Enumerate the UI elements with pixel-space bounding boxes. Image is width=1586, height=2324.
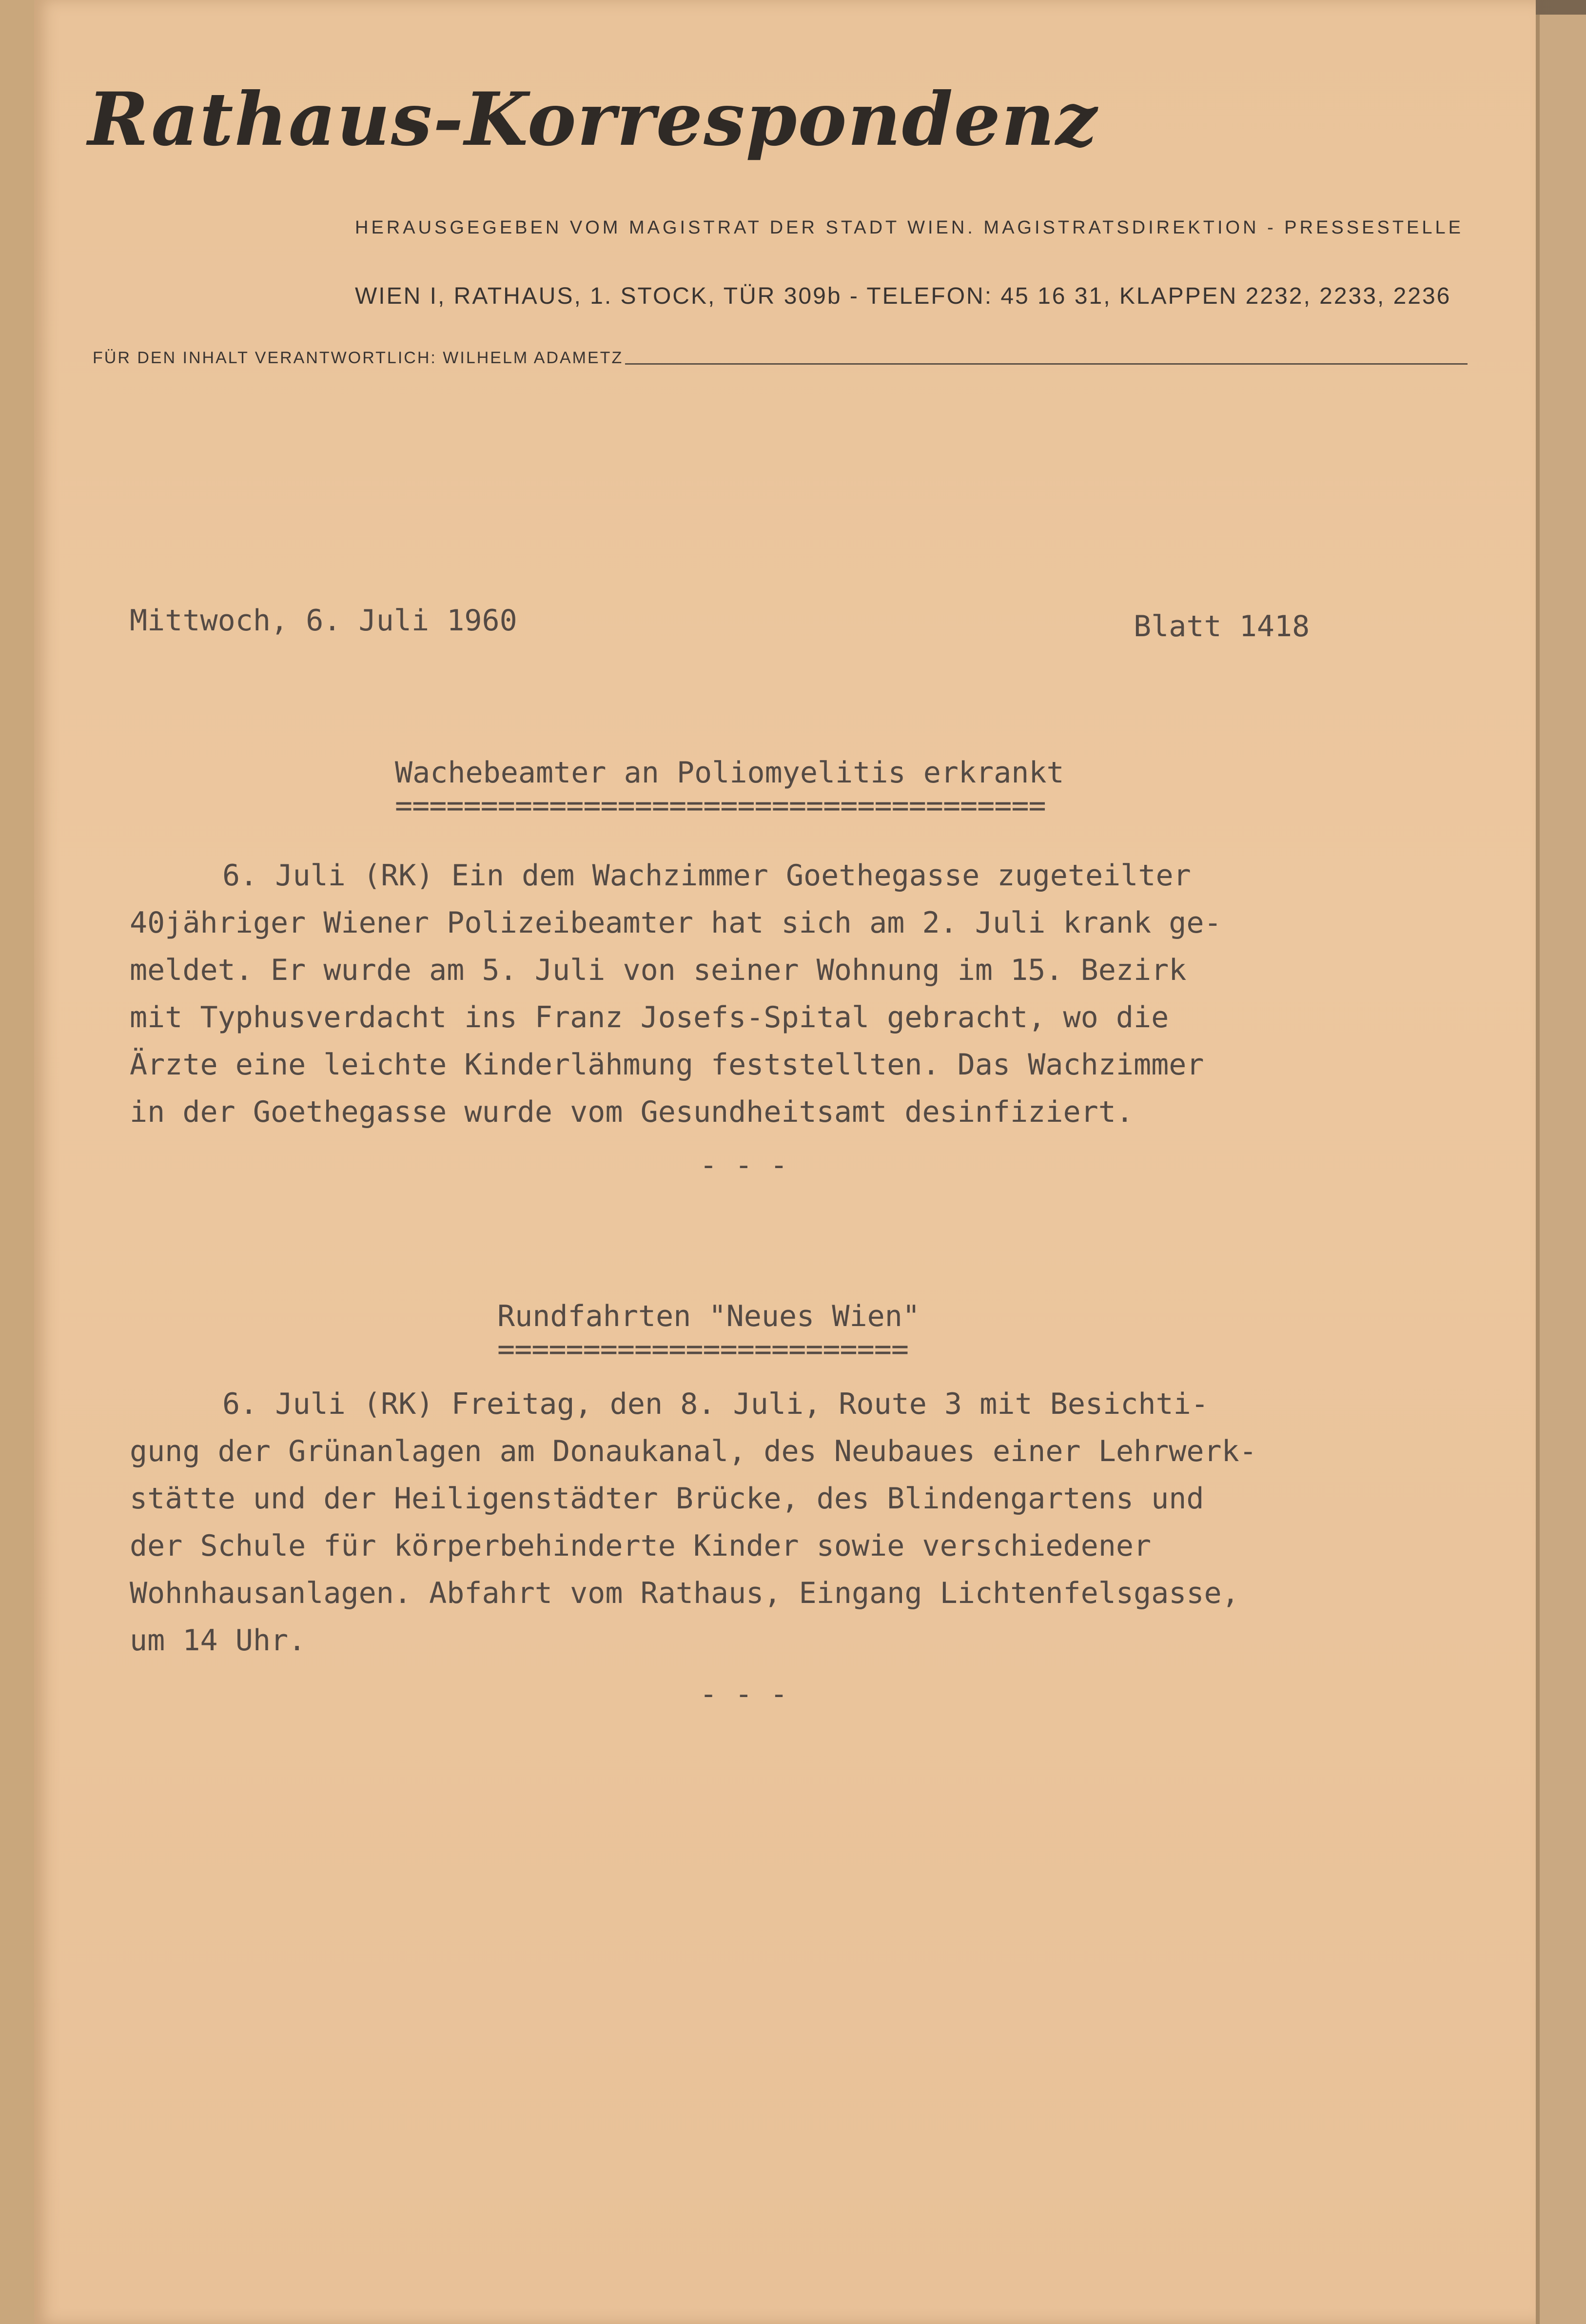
body-line: der Schule für körperbehinderte Kinder sowie verschiedener xyxy=(130,1529,1152,1563)
article-headline: Wachebeamter an Poliomyelitis erkrankt xyxy=(395,756,1064,790)
body-line: 40jähriger Wiener Polizeibeamter hat sich am 2. Juli krank ge- xyxy=(130,906,1222,940)
responsible-line xyxy=(93,349,1468,368)
article-body xyxy=(130,1381,1422,1664)
body-line: Wohnhausanlagen. Abfahrt vom Rathaus, Eingang Lichtenfelsgasse, xyxy=(130,1576,1239,1610)
responsible-text: FÜR DEN INHALT VERANTWORTLICH: WILHELM ADAMETZ xyxy=(93,349,624,367)
issue-date: Mittwoch, 6. Juli 1960 xyxy=(130,604,517,638)
sheet-number: Blatt 1418 xyxy=(1134,609,1310,644)
body-line: 6. Juli (RK) Ein dem Wachzimmer Goethegasse zugeteilter xyxy=(222,859,1191,893)
body-line: um 14 Uhr. xyxy=(130,1623,306,1658)
body-line: stätte und der Heiligenstädter Brücke, des Blindengartens und xyxy=(130,1482,1204,1516)
article-separator: - - - xyxy=(700,1148,788,1182)
headline-underline: ====================================== xyxy=(395,789,1046,823)
body-line: 6. Juli (RK) Freitag, den 8. Juli, Route 3 mit Besichti- xyxy=(222,1387,1209,1421)
body-line: gung der Grünanlagen am Donaukanal, des Neubaues einer Lehrwerk- xyxy=(130,1434,1257,1468)
header-rule xyxy=(625,363,1468,365)
body-line: mit Typhusverdacht ins Franz Josefs-Spital gebracht, wo die xyxy=(130,1000,1169,1035)
article-separator: - - - xyxy=(700,1677,788,1711)
article-body xyxy=(130,852,1422,1136)
article-headline: Rundfahrten "Neues Wien" xyxy=(497,1299,920,1333)
masthead-title: Rathaus-Korrespondenz xyxy=(88,77,1098,162)
binder-edge-right xyxy=(1536,15,1586,2324)
address-line: WIEN I, RATHAUS, 1. STOCK, TÜR 309b - TELEFON: 45 16 31, KLAPPEN 2232, 2233, 2236 xyxy=(355,283,1451,309)
body-line: Ärzte eine leichte Kinderlähmung feststellten. Das Wachzimmer xyxy=(130,1048,1204,1082)
body-line: meldet. Er wurde am 5. Juli von seiner Wohnung im 15. Bezirk xyxy=(130,953,1187,987)
document-page xyxy=(34,0,1536,2324)
binder-edge-left xyxy=(0,0,37,2324)
publisher-line: HERAUSGEGEBEN VOM MAGISTRAT DER STADT WIEN. MAGISTRATSDIREKTION - PRESSESTELLE xyxy=(355,217,1464,238)
headline-underline: ======================== xyxy=(497,1332,908,1367)
body-line: in der Goethegasse wurde vom Gesundheitsamt desinfiziert. xyxy=(130,1095,1134,1129)
